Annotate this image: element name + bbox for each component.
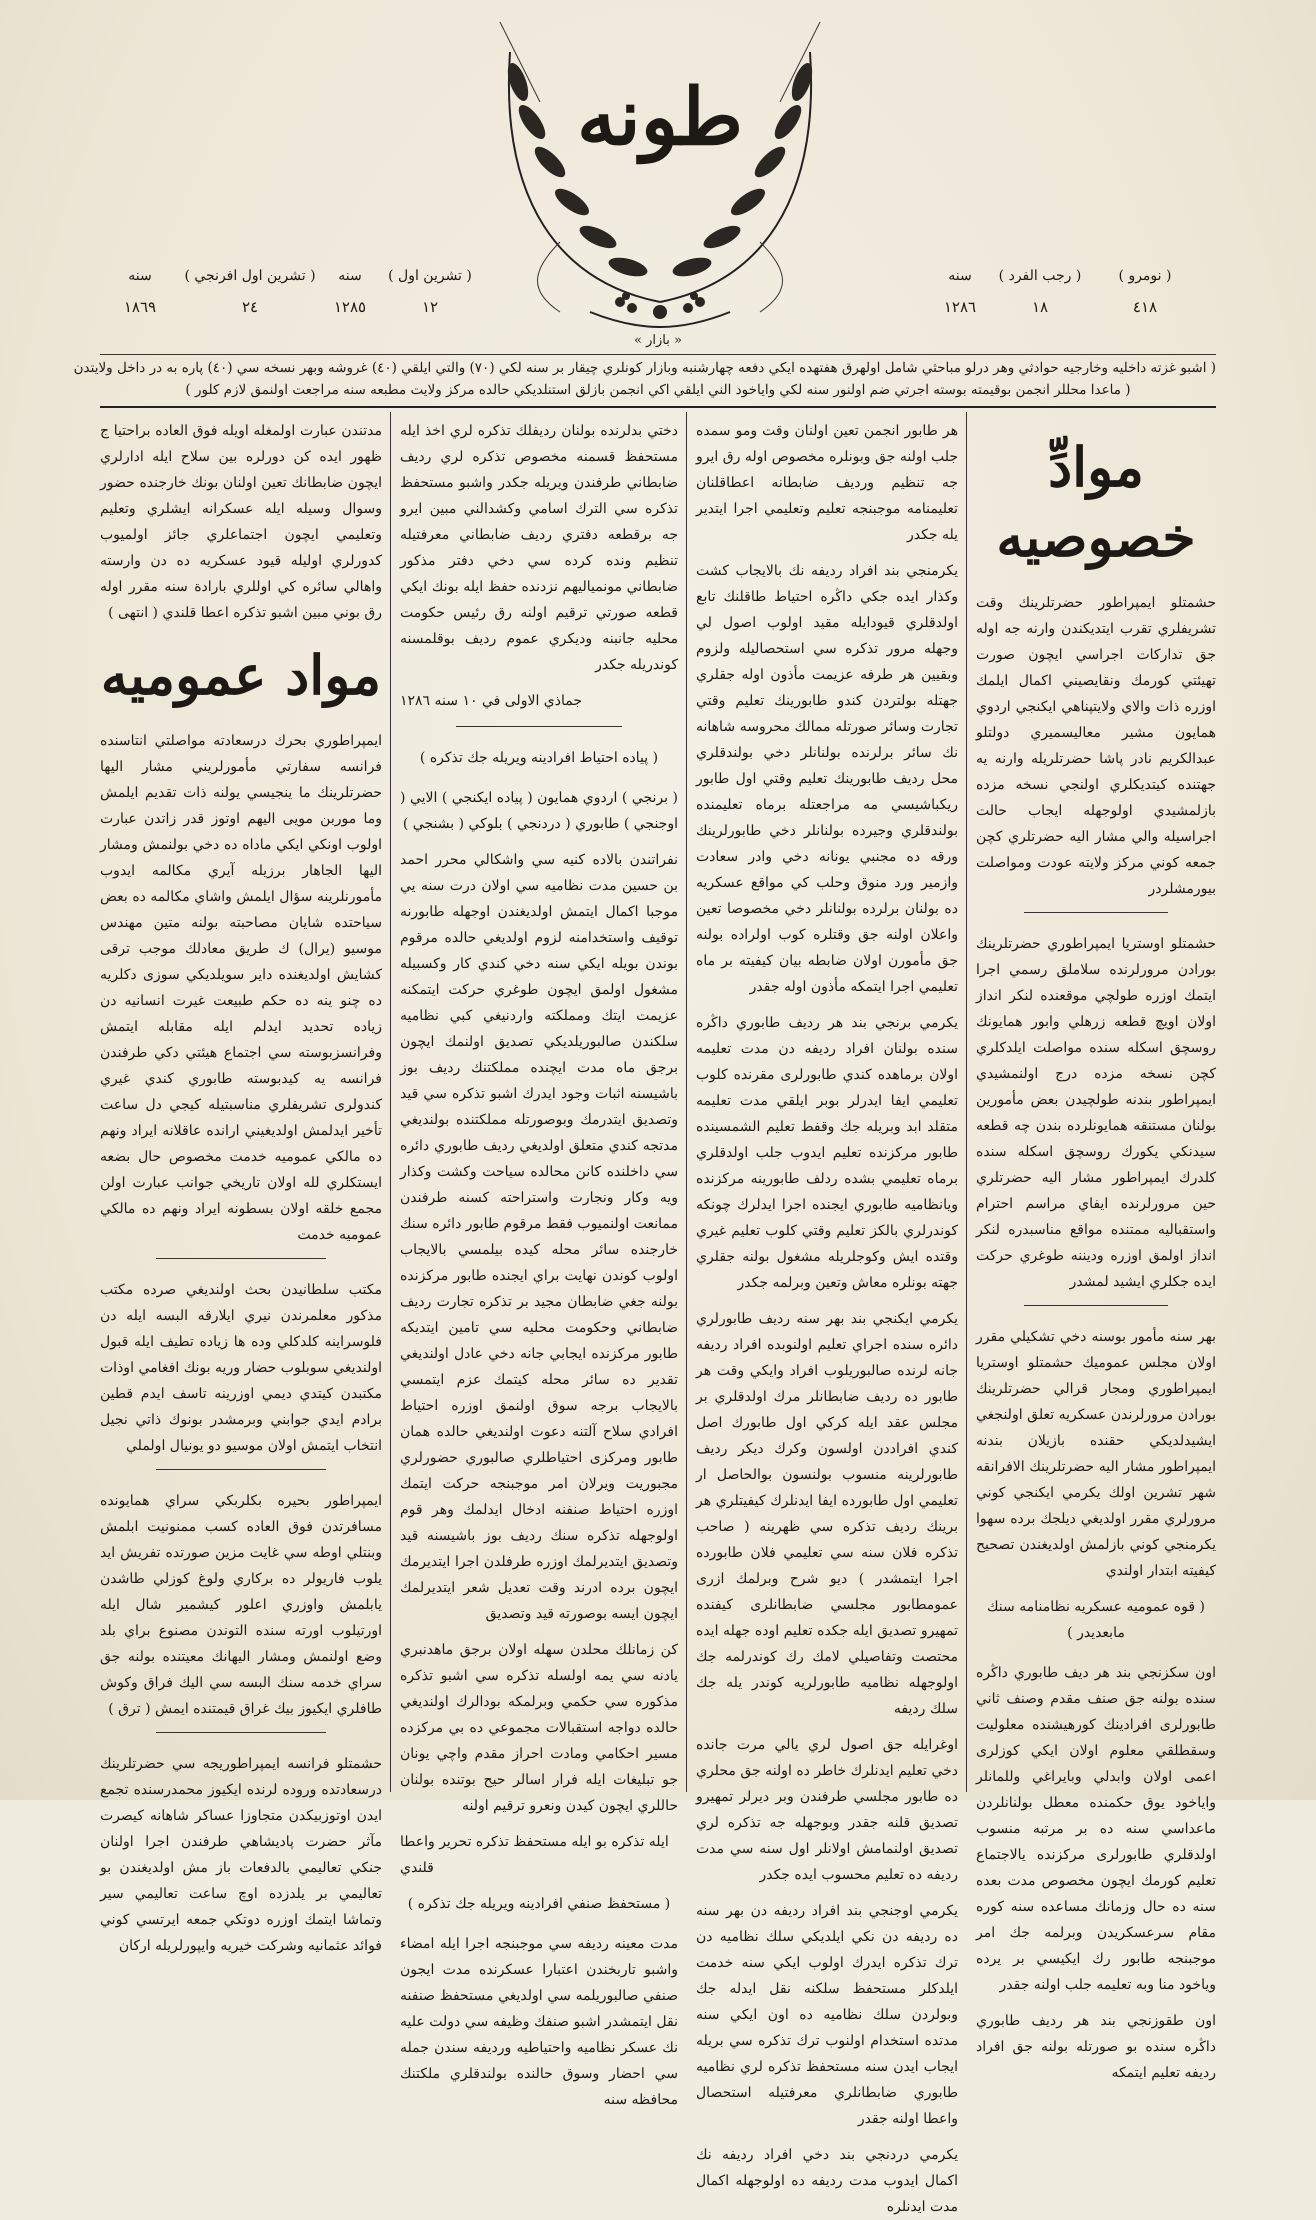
article-paragraph: كن زمانلك محلدن سهله اولان برجق ماهدنبري يادنه سي يمه اولسله تذكره سي اشبو تذكره مذكوره سي حكمي وبرلمكه بودالرك اولنديغي حالده دواجه استقبالات مجموعي ده بي مرکزده مسير احكامي ومادت احراز مقدم واچي يونان جو تبليغات ايله فرار اسالر حيح بوتنده بولنان حاللري ايچون كيدن ونعرو ترقيم اولنه	[400, 1642, 678, 1814]
column-3	[400, 418, 678, 2108]
issue-number: ٤١٨	[1132, 298, 1158, 316]
laurel-wreath-emblem	[470, 12, 850, 332]
article-paragraph: اوغرايله جق اصول لري يالي مرت جانده دخي تعليم ايدنلرك خاطر ده اولنه جق محلري ده طابور مجلسي طرفندن وبر ديرلر تمهيرو تصديق قلنه جقدر وبوجهله جه تذكره لري تصديق اولنمامش اولانلر اول سنه سي مدت رديفه ده تعليم محسوب ايده جكدر	[696, 1737, 958, 1883]
article-divider	[156, 1258, 325, 1259]
subscription-line-2: ( ماعدا محللر انجمن بوقيمته بوسته اجرتي ضم اولنور سنه لكي واياخود الني ايلقي اكي انجمن بازلق استنلديكي حالده مركز ولايت مطبعه سنه مراجعت اولنمق لازم كلور )	[185, 382, 1131, 398]
column-1	[976, 418, 1216, 2081]
article-divider	[456, 726, 623, 727]
article-paragraph: حشمتلو فرانسه ايمپراطوريجه سي حضرتلرينك درسعادتده وروده لرنده ايكيوز محمدرسنده تجمع ايدن اوتوزبيكدن متجاوزا عساكر شاهانه كيصرت مآثر حضرت پاديشاهي طرفندن اجرا اولنان جنكي تعاليمي بالدفعات باز مش اولديغندن بو تعاليمي بر يلدزده اوچ ساعت تعاليمي سير وتماشا ايتمك اوزره دوتكي جمعه ايرتسي كوني فوائد عثمانيه وشركت خيريه وايپورلريله اركان	[100, 1756, 382, 1954]
rumi-day: ١٢	[421, 298, 439, 316]
hijri-year-info	[930, 268, 990, 316]
section-subheading: ( مستحفظ صنفي افرادينه ويريله جك تذكره )	[407, 1896, 671, 1912]
header-rule-bottom	[100, 406, 1216, 408]
newspaper-title: طونه	[577, 72, 743, 163]
column-2	[696, 418, 958, 2215]
hijri-month-info	[990, 268, 1090, 316]
article-paragraph: ايمپراطور بحيره بكلربكي سراي همايونده مسافرتدن فوق العاده كسب ممنونيت ابلمش وبنتلي اوطه سي غايت مزين صورتده تفريش ايد يلوب فاريولر ده بركاري ولوغ كوزلي طاشدن يابلمش واوزري اعلور كيشمير شال ايله اورتيلوب اورته سنده التوندن مصنوع براي بلد وضع اولنمش ومشار اليهانك معيتنده بولنه جق سراي خدمه سنك البسه سي اليك فراق وكوش طافلري ايكيوز بيك غراق قيمتنده ايمش ( ترق )	[100, 1493, 382, 1717]
article-paragraph: يكرمي اوجنجي بند افراد رديفه دن بهر سنه ده رديفه دن نكي ايلديكي سلك نظاميه دن ترك تذكره ايدرك اولوب ايكي سنه خدمت ايلدكلر مستحفظ سلكنه نقل ايدله جك وبولردن سلك نظاميه ده اون ايكي سنه مدتده استخدام اولنوب ترك تذكره سي بريله ايجاب ايدن سنه مستحفظ تذكره لري نظاميه طابوري ضابطانلري معرفتيله استحصال واعطا اولنه جقدر	[696, 1903, 958, 2127]
issue-label: ( نومرو )	[1118, 268, 1172, 284]
masthead	[470, 12, 850, 332]
frank-month-info	[180, 268, 320, 316]
header-rule-top	[100, 354, 1216, 355]
signoff: ايله تذكره بو ايله مستحفظ تذكره تحرير واعطا قلندي	[400, 1834, 669, 1876]
section-subheading: ( پياده احتياط افرادينه ويريله جك تذكره )	[419, 750, 659, 766]
article-divider	[156, 1469, 325, 1470]
hijri-year-label: سنه	[948, 268, 972, 284]
article-paragraph: مدتندن عبارت اولمغله اويله فوق العاده براحتيا ج ظهور ايده كن دورلره بين سلاح ايله ادارلري ايچون ضابطانك تعين اولنان بونك خارجنده حضور وسوال وسيله ايله عسكرانه ايشلري وتعليم وتعليمي ايچون اجتماعلري جائز اولميوب كدورلري اوليله قيود عسكريه ده دن وارسته واهالي سائره كي اوللري بارادة سنه مقرر اوله رق بوني مبين اشبو تذكره اعطا قلندي ( انتهى )	[100, 423, 382, 621]
rumi-year-info	[320, 268, 380, 316]
subscription-line-1: ( اشبو غزته داخليه وخارجيه حوادثي وهر درلو مباحثي شامل اولهرق هفتهده ايكي دفعه چهارشنبه وبازار كونلري چيقار بر سنه لكي (٧٠) والتي ايلقي (٤٠) غروشه وبهر نسخه سي (٤٠) پاره به در داخل ولايتدن	[73, 360, 1216, 376]
rumi-year-label: سنه	[338, 268, 362, 284]
article-paragraph: اون سكزنجي بند هر ديف طابوري داڭره سنده بولنه جق صنف مقدم وصنف ثاني طابورلرى افرادينك كورهيشنده معلوليت وسقطلقي معلوم اولان ايكي كوزلرى اعمى اولان وابدلي وبايراغي وللمانلر واياخود يوق حكمنده معطل بولنانلردن ماعداسي سنه ده بر مرتبه منسوب اولدقلري طابورلرى مركزنده يالاجتماع تعليم كورمك ايچون مخصوص مدت بعده سنه ده حال وزمانك مساعده سنه كوره مقام سرعسكريدن وبرلمه جك امر موجبنجه طابور رك ايكيسي بر يرده وياخود منا وبه تعليمه جلب اولنه جقدر	[976, 1665, 1216, 1993]
article-paragraph: ايمپراطوري بحرك درسعادته مواصلتي انتاسنده فرانسه سفارتي مأمورلريني مشار اليها حضرتلرينك ما ينجيسي يولنه ذات تقديم ايلمش وما موربن مويى اليهم اوتوز قدر زاتدن عبارت اولوب اونكي ايكي ماداه ده دخي بولنمش ومشار اليها الجاهار برزيله آيري مكالمه ايدوب مأمورنلرينه سؤال ايلمش واشاي مكالمه ده بعض سياحتده شايان مصاحبته بولنه متين مهندس موسيو (يرال) ك طريق معادلك موجب ترقى كشايش اولديغنده داير سويلديكي سوزى دكلريه ده چنو ينه ده حكم طبيعت غيرت انسانيه دن زياده تحديد ايدلم ايله مقابله ايتمش وفرانسزبوسته سي اجتماع هيئتي دكي طرفندن فرانسه يه كيدبوسته طابوري كندي غيري كندولرى تشريفلري مناسبتيله كيجي دل ساعت تأخير ايدلمش اولديغيني ارانده عاقلانه ايراد ونهم ده مالكي عموميه خدمت مخصوص حال بضعه ايستكلري لله اولان تاريخي جوانب عبارت اولن مجمع خلقه اولان بسطونه ايراد ونهم ده مالكي عموميه خدمت	[100, 733, 382, 1243]
article-paragraph: حشمتلو ايمپراطور حضرتلرينك وقت تشريفلري تقرب ايتديكندن وارنه جه اوله جق تداركات اجراسي ايچون صورت تهيئتي كورمك ونقايصيني اكمال ايلمك اوزره ذات والاي ولايتپناهي ايكنجي اردوي همايون مشير معاليسميري دولتلو عبدالكريم نادر پاشا حضرتلريله وارنه يه جهتنده كيتديكلري اولنجي نسخه مزده بازلمشيدي اولوجهله ايجاب حالت اجراسيله والي مشار اليه حضرتلري كچن جمعه كوني مركز ولايته عودت ومواصلت بيورمشلردر	[976, 595, 1216, 897]
article-paragraph: يكرمي ايكنجي بند بهر سنه رديف طابورلري دائره سنده اجراي تعليم اولنوبده افراد رديفه جانه لرنده صالبوريلوب افراد وايكي وقت هر طابور ده رديف ضابطانلر مرك اولدقلري بر مجلس عقد ايله كركي اول طابورك اصل كندي افراددن اولسون وكرك ديكر رديف طابورلرينه منسوب بولنسون بوالحاصل ار تعليمي اول طابورده ايفا ايدنلرك كيفيتلري هر برينك رديف تذكره سي ظهرينه ( صاحب تذكره فلان سنه سي تعليمي فلان طابورده اجرا ايتمشدر ) ديو شرح وبرلمك ازرى عمومطابور مجلسي ضابطانلرى كيفنده تمهيرو تصديق ايله جكده تعليم اوده جهله ايده محتصت وتفاصيلي لامك رك كوندرلمه جك اولوجهله نظاميه طابورلريه كوندر يله جك سلك رديفه	[696, 1311, 958, 1717]
section-title-special: موادِّ خصوصيه	[996, 435, 1196, 569]
article-paragraph: بهر سنه مأمور بوسنه دخي تشكيلي مقرر اولان مجلس عموميك حشمتلو اوستريا ايمپراطوري ومجار قرالي حضرتلرينك بورادن مرورلرندن عسكريه تعلق اولنجغي ايشيدلديكي حقنده بازيلان بندنه ايمپراطور مشار اليه حضرتلرينك الافرانقه شهر تشرين اولك يكرمي ايكنجي كوني مرورلري مقرر اولديغي ديلجك برده سهوا يكرمنجي كوني بازلمش اولديغندن تصحيح كيفيته ابتدار اولندي	[976, 1329, 1216, 1579]
article-paragraph: اون طقوزنجي بند هر رديف طابوري داڭره سنده بو صورتله بولنه جق افراد رديفه تعليم ايتمكه	[976, 2013, 1216, 2081]
article-paragraph: يكرمي برنجي بند هر رديف طابوري داڭره سنده بولنان افراد رديفه دن مدت تعليمه اولان برماهده كندي طابورلرى مقرنده كلوب تعليمي ايفا ايدرلر بوبر ايلقي مدت تعليمه متقلد ابد وبريله جك وقفط تعليم الشمسينده طابور مركزنده تعليم ايدوب جلب اولدقلري برماه تعليمي بشده ردلف طابورينه مركزنده ويانظاميه طابوري ايجنده اجرا ايدلرك چونكه كوندرلري بالكز تعليم وقتي كلوب تعليم غيري وقتده ايش وكوجلريله مشغول بولنه جقلري جهته بونلره معاش وتعين وبرلمه جكدر	[696, 1015, 958, 1291]
article-paragraph: ( برنجي ) اردوي همايون ( پياده ايكنجي ) الايي ( اوجنجي ) طابوري ( دردنجي ) بلوكي ( بشنجي )	[400, 790, 678, 832]
rumi-month-label: ( تشرين اول )	[388, 268, 472, 284]
frank-month-label: ( تشرين اول افرنجي )	[184, 268, 316, 284]
column-divider	[390, 412, 391, 1792]
article-paragraph: مدت معينه رديفه سي موجبنجه اجرا ايله امضاء واشبو تاربخندن اعتبارا عسكرنده مدت ايجون صنفي صالبوريلمه سي اولديغي مستحفظ صنفنه نقل ايتمشدر اشبو صنفك وظيفه سي دولت عليه نك عسكر نظاميه واحتياطيه ورديفه سندن جمله سي احضار وسوق حالنده بولندقلري ملكتنك محافظه سنه	[400, 1936, 678, 2108]
dateline: جماذي الاولى في ١٠ سنه ١٢٨٦	[400, 693, 582, 709]
article-paragraph: حشمتلو اوستريا ايمپراطوري حضرتلرينك بورادن مرورلرنده سلاملق رسمي اجرا ايتمك اوزره طولچي موقعنده لنكر انداز اولان اويچ قطعه زرهلي وابور همايونك روسچق اسكله سنده مواصلت ايلدكلري كچن نسخه مزده درج اولنمشيدي ايمپراطور بندنه طولچيدن بعض مأمورين بولنان مستنقه همايونلرده بندن چه قطعه سيدنكي يكورك روسچق اسكله سنده كلدرك ايمپراطور مشار اليه حضرتلري حين مرورلرنده ايفاي مراسم احترام واستقباليه ممتنده مواقع مناسبدره لنكر انداز اولمق اوزره وديننه طوغري حركت ايده جكلري ايشيد لمشدر	[976, 936, 1216, 1290]
article-paragraph: هر طابور انجمن تعين اولنان وقت ومو سمده جلب اولنه جق وبونلره مخصوص اوله رق ايرو جه تنظيم ورديف ضابطانه اعطاقلنان تعليمنامه موجبنجه تعليم وتعليمي اجرا ايتدير يله جكدر	[696, 423, 958, 543]
weekday: « بازار »	[634, 333, 682, 348]
article-divider	[1024, 912, 1168, 913]
section-subheading: ( قوه عموميه عسكريه نظامنامه سنك مابعديدر )	[987, 1599, 1205, 1641]
frank-year-label: سنه	[128, 268, 152, 284]
frank-day: ٢٤	[241, 298, 259, 316]
frank-year: ١٨٦٩	[123, 298, 157, 316]
hijri-month-label: ( رجب الفرد )	[998, 268, 1082, 284]
column-divider	[966, 412, 967, 1792]
article-paragraph: يكرمي دردنجي بند دخي افراد رديفه نك اكمال ايدوب مدت رديفه ده اولوجهله اكمال مدت ايدنلره	[696, 2147, 958, 2215]
article-divider	[1024, 1305, 1168, 1306]
article-paragraph: مكتب سلطانيدن بحث اولنديغي صرده مكتب مذكور معلمرندن نيري ايلارقه البسه ايله دن فلوسراينه كلدكلي وده ها زياده تطيف ايله قبول اولنديغي سوبلوب حضار وريه بونك افغامي اوذات مكتبدن كيتدي ديمي اوزرينه تاسف ايدم قطين برادم ايدي جوابني وبرمشدر بونوك ذاتي نجيل انتخاب ايتمش اولان موسيو دو يونيال اولملي	[100, 1282, 382, 1454]
hijri-day: ١٨	[1031, 298, 1049, 316]
column-divider	[686, 412, 687, 1792]
section-title-general: مواد عموميه	[100, 643, 382, 707]
article-divider	[156, 1732, 325, 1733]
issue-info	[1100, 268, 1190, 316]
frank-year-info	[110, 268, 170, 316]
rumi-year: ١٢٨٥	[333, 298, 367, 316]
article-paragraph: نفراتندن بالاده كنيه سي واشكالي محرر احمد بن حسين مدت نظاميه سي اولان درت سنه يي موجبا اكمال ايتمش اولديغندن اوجهله طابورنه توقيف واستخدامنه لزوم اولديغي حالده مرقوم بوندن بويله ايكي سنه دخي كندي كار وكسبيله مشغول اولمق ايچون طوغري حركت ايتمكنه عزيمت ايتك ومملكته واردنيغي كبي نظاميه سلكندن صالبوريلديكي تصديق اولنمك ايچون برجق ماه مدت ايچنده مملكتنك رديف بوز باشيسنه اثبات وجود ايدرك اشبو تذكره سي قيد وتصديق ايتدرمك وبوصورتله مملكتنده بولنديغي مدتجه كندي متعلق اولديغي رديف طابوري دائره سي داخلنده كانن محالده سياحت وكشت وكذار ويه وكار ونجارت واستراحته كسنه طرفندن ممانعت اولنميوب فقط مرقوم طابور دائره سنك خارجنده سائر محله كيده بيلمسي بالايجاب اولوب كوندن نهايت براي ايجنده طابور مركزنده بولنه جغي ضابطان مجيد بر تذكره تجارت رديف ضابطاني وحكومت محليه سي تامين ايتديكه طابور مركزنده ايجابي جانه دخي عادل اولنديغي تقدير ده سائر محله كيتمك عزم ايتمسي بالايجاب برجه سوق اولنمق اوزره احتياط افرادي سلاح آلتنه دعوت اولنديغي حالده همان طابور ومركزى احتياطلري صالبوري حضورلري مجبوريت ويرلان امر موجبنجه حركت ايتمك اوزره احتياط صنفنه ادخال ايدلمك وهر قوم اولوجهله تذكره سنك رديف بوز باشيسنه قيد وتصديق ايتديرلمك اوزره طرفلدن اجرا ايتديرمك ايچون برده ادرند وقت تعديل شعر ايتديرلمك ايچون ايسه بوصورته قيد وتصديق	[400, 852, 678, 1622]
article-paragraph: دختي بدلرنده بولنان رديفلك تذكره لري اخذ ايله مستحفظ قسمنه مخصوص تذكره لري رديف ضابطاني طرفندن ويريله جكدر واشبو مستحفظ تذكره سي الترك اسامي وكشدالني مبين ايرو جه برقطعه دفتري رديف ضابطاني معرفتيله تنظيم ونده كرده سي دخي دفتر مذكور ضابطاني مونمياليهم نزدنده حفظ ايله بونك ايكي قطعه صورتي ترقيم اولنه رق رئيس حكومت محليه جانبنه وديكري عموم رديف بوقلمسنه كوندريله جكدر	[400, 423, 678, 673]
hijri-year: ١٢٨٦	[943, 298, 977, 316]
rumi-month-info	[380, 268, 480, 316]
article-paragraph: يكرمنجي بند افراد رديفه نك بالايجاب كشت وكذار ايده جكي داڭره احتياط طاقلنك تابع اولدقلري قيودايله مقيد اولوب اصول لي وجهله مرور تذكره سي استحصاليله ولزوم وبقيين هر طرفه عزيمت مأذون اوله جقلري جهتله بولتردن كندو طابورينك تعليم وقتي تجارت وسائر صورتله ممالك محروسه شاهانه نك سائر برلرنده بولنانلر دخي بولندقلري محل رديف طابورينك تعليم وقتي اول طابور ريكباشيسي مه مراجعتله برماه تعليمنده بولندقلري وجيرده بولنانلر دخي طابورلرينك ورقه ده مجنبي يونانه دخي وادر سعادت وازمير ورد منوق وحلب كي مواقع عسكريه ده بولنان برلرده بولنانلر دخي مخصوصا تعين واعلان اولنه جق وقتلره كوب اولراده بولنه جق مأمورن اولان ضابطه بيان كيفيته بر ماه تعليمي اجرا ايتمكه مأذون اوله جقدر	[696, 563, 958, 995]
column-4	[100, 418, 382, 1954]
